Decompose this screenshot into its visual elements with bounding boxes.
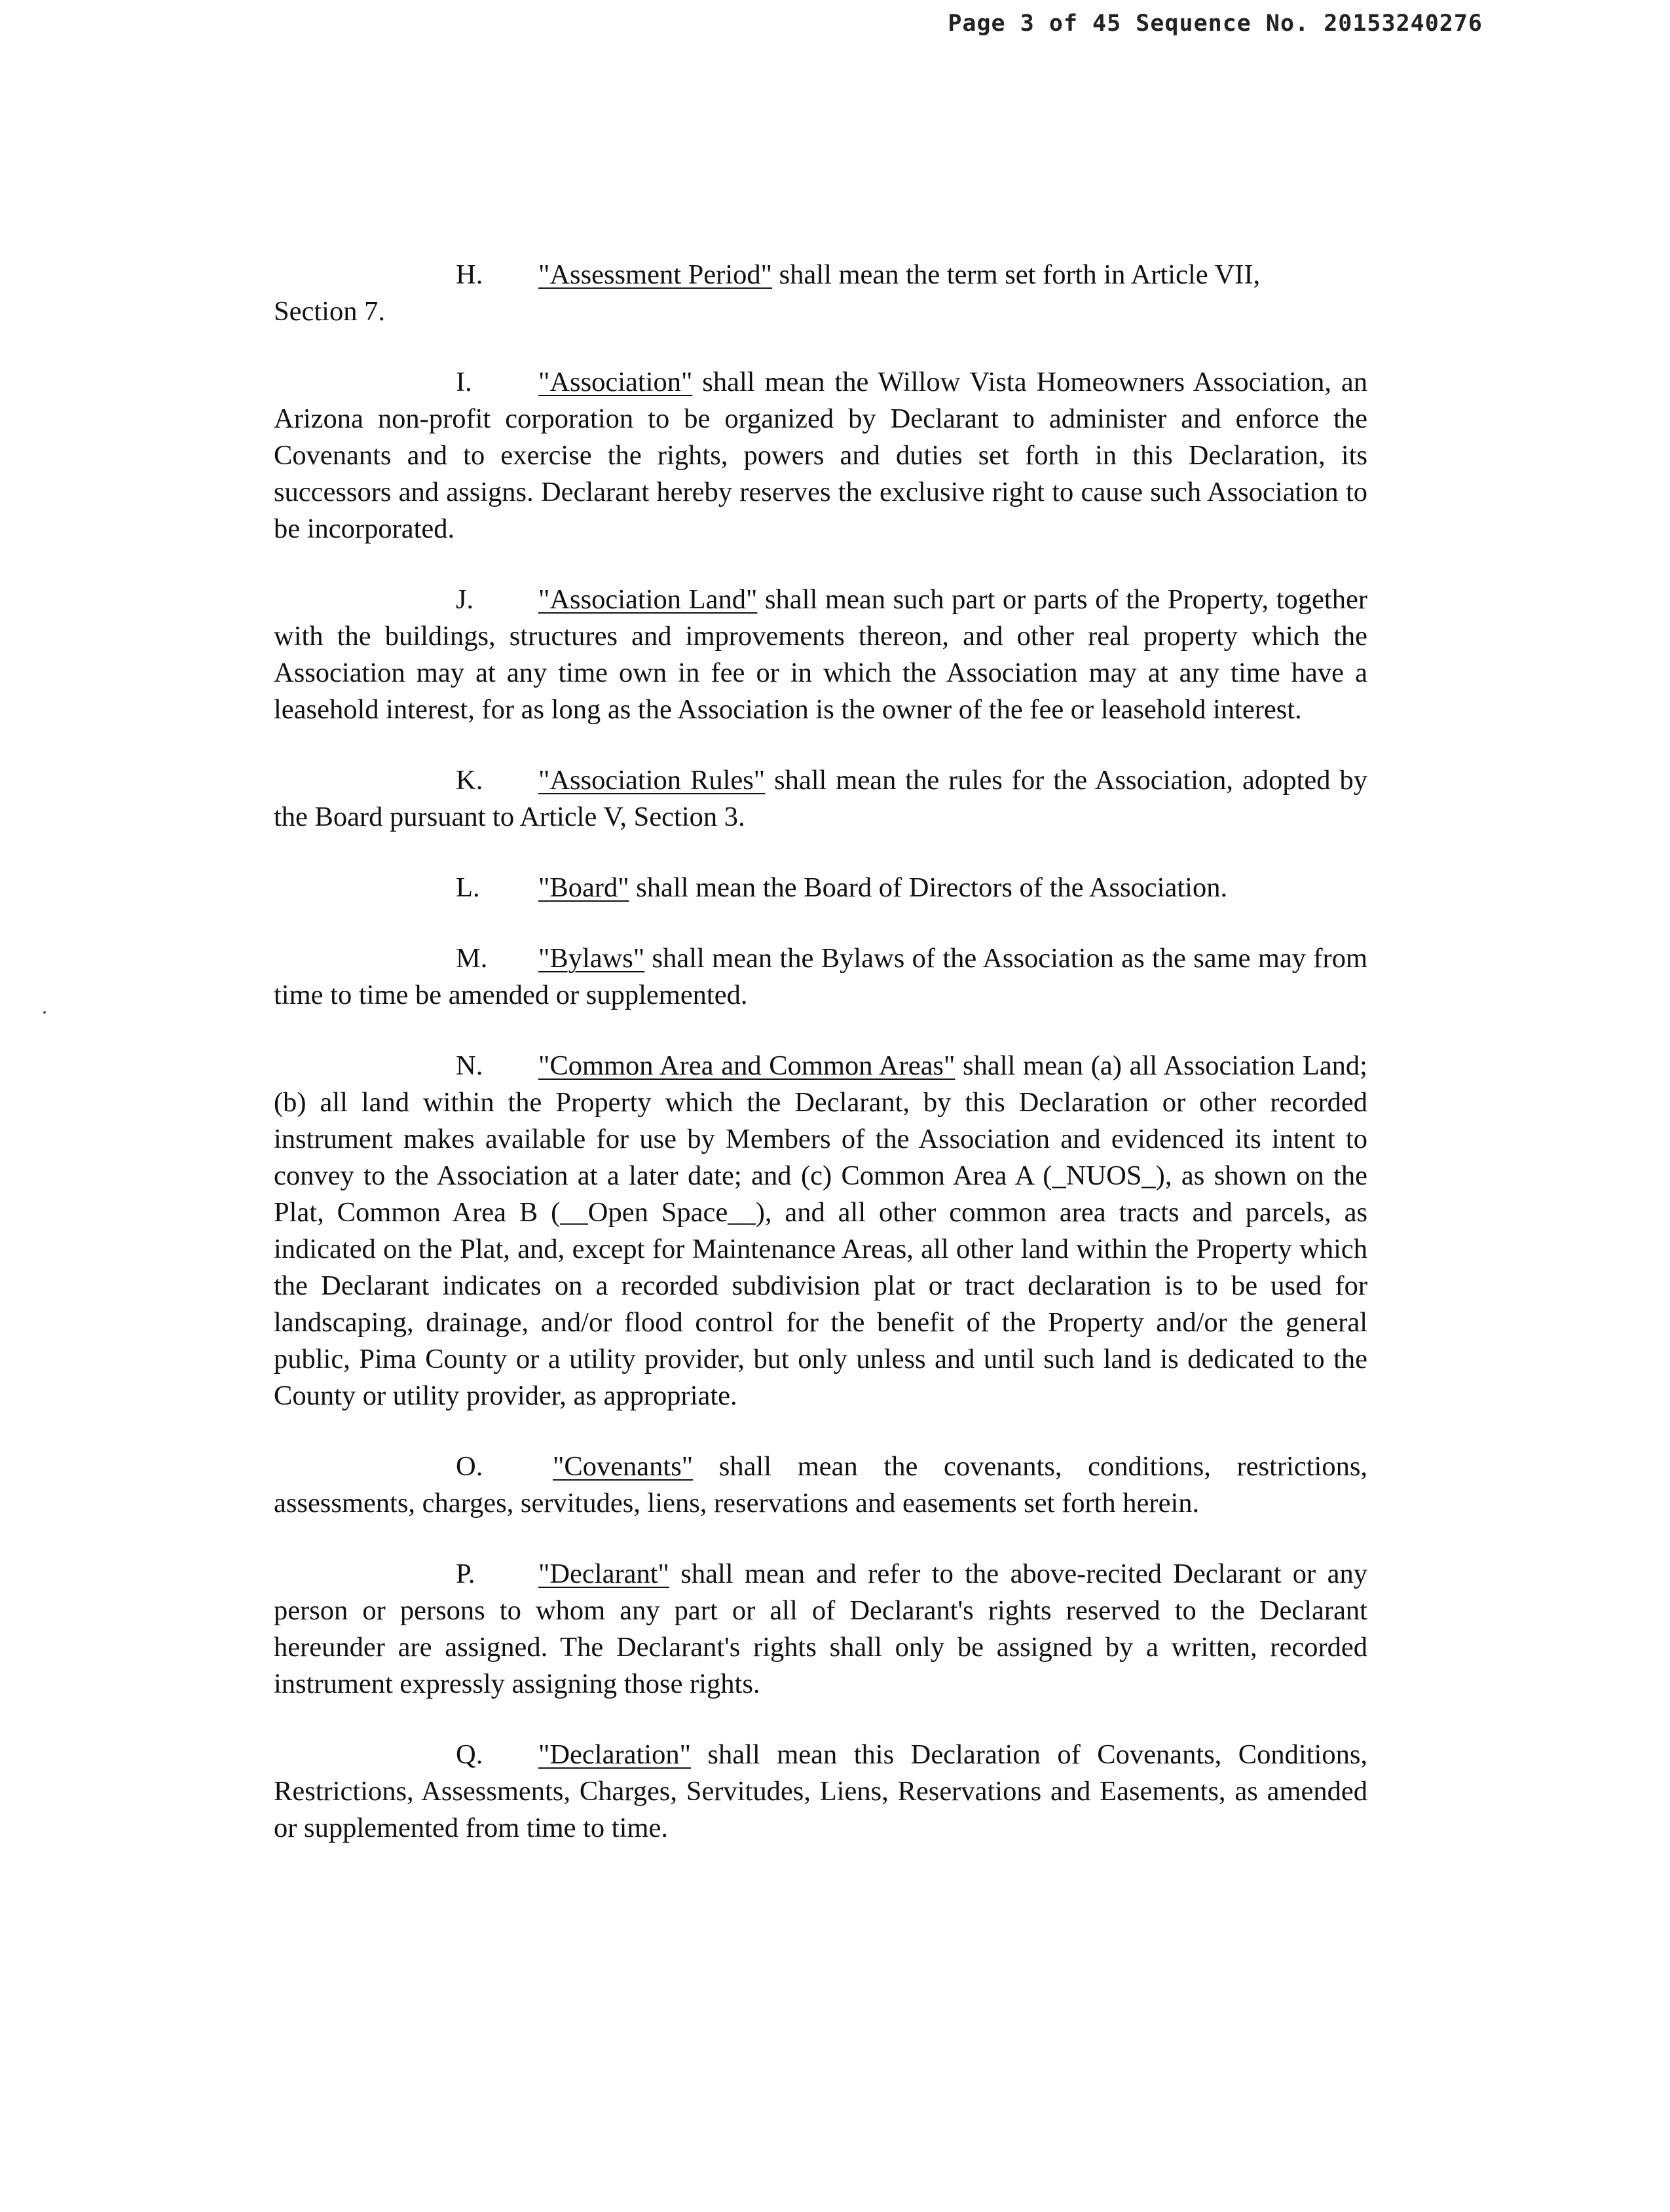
definition-letter: K.	[456, 765, 483, 796]
defined-term: "Association Rules"	[538, 765, 766, 796]
definition-h	[274, 257, 1367, 330]
definition-letter: I.	[456, 367, 472, 397]
definition-j	[274, 581, 1367, 728]
defined-term: "Board"	[538, 872, 629, 903]
definition-l	[274, 870, 1367, 906]
definition-letter: H.	[456, 259, 483, 290]
defined-term: "Bylaws"	[538, 943, 645, 974]
definition-text: shall mean this Declaration of Covenants, Conditions, Restrictions, Assessments, Charges, Servitudes, Liens, Reservations and Easements, as amended or supplemented from time to time.	[274, 1739, 1367, 1843]
definition-letter: Q.	[456, 1739, 483, 1770]
definition-letter: M.	[456, 943, 488, 974]
definition-i	[274, 364, 1367, 547]
defined-term: "Covenants"	[553, 1451, 694, 1482]
definition-k	[274, 762, 1367, 836]
definition-text: shall mean and refer to the above-recited Declarant or any person or persons to whom any part or all of Declarant's rights reserved to the Declarant hereunder are assigned. The Declarant's rights shall only be assigned by a written, recorded instrument expressly assigning those rights.	[274, 1558, 1367, 1699]
definition-text: shall mean such part or parts of the Property, together with the buildings, structures and improvements thereon, and other real property which the Association may at any time own in fee or in which the Association may at any time have a leasehold interest, for as long as the Association is the owner of the fee or leasehold interest.	[274, 584, 1367, 725]
definition-text: shall mean the Willow Vista Homeowners Association, an Arizona non-profit corporation to be organized by Declarant to administer and enforce the Covenants and to exercise the rights, powers and duties set forth in this Declaration, its successors and assigns. Declarant hereby reserves the exclusive right to cause such Association to be incorporated.	[274, 367, 1367, 544]
document-body	[274, 257, 1367, 1881]
definition-letter: P.	[456, 1558, 475, 1589]
defined-term: "Association"	[538, 367, 693, 397]
page-sequence-header: Page 3 of 45 Sequence No. 20153240276	[948, 10, 1483, 37]
definition-text: shall mean the rules for the Association, adopted by the Board pursuant to Article V, Section 3.	[274, 765, 1367, 832]
definition-letter: N.	[456, 1050, 483, 1081]
definition-text-continued: Section 7.	[274, 296, 385, 327]
defined-term: "Declaration"	[538, 1739, 691, 1770]
definition-text: shall mean the Board of Directors of the Association.	[629, 872, 1228, 903]
definition-text: shall mean the covenants, conditions, restrictions, assessments, charges, servitudes, liens, reservations and easements set forth herein.	[274, 1451, 1367, 1519]
definition-letter: J.	[456, 584, 474, 615]
definition-m	[274, 940, 1367, 1014]
definition-p	[274, 1556, 1367, 1703]
defined-term: "Assessment Period"	[538, 259, 772, 290]
defined-term: "Association Land"	[538, 584, 758, 615]
definition-o	[274, 1448, 1367, 1522]
definition-q	[274, 1737, 1367, 1847]
defined-term: "Common Area and Common Areas"	[538, 1050, 956, 1081]
definition-n	[274, 1048, 1367, 1414]
definition-text: shall mean the term set forth in Article VII,	[771, 259, 1261, 290]
definition-letter: L.	[456, 872, 480, 903]
definition-letter: O.	[456, 1451, 483, 1482]
defined-term: "Declarant"	[538, 1558, 669, 1589]
definition-text: shall mean (a) all Association Land; (b) all land within the Property which the Declarant, by this Declaration or other recorded instrument makes available for use by Members of the Association and evidenced its intent to convey to the Association at a later date; and (c) Common Area A (_NUOS_), as shown on the Plat, Common Area B (__Open Space__), and all other common area tracts and parcels, as indicated on the Plat, and, except for Maintenance Areas, all other land within the Property which the Declarant indicates on a recorded subdivision plat or tract declaration is to be used for landscaping, drainage, and/or flood control for the benefit of the Property and/or the general public, Pima County or a utility provider, but only unless and until such land is dedicated to the County or utility provider, as appropriate.	[274, 1050, 1367, 1411]
definition-text: shall mean the Bylaws of the Association as the same may from time to time be amended or supplemented.	[274, 943, 1367, 1010]
scan-speck	[43, 1011, 46, 1014]
